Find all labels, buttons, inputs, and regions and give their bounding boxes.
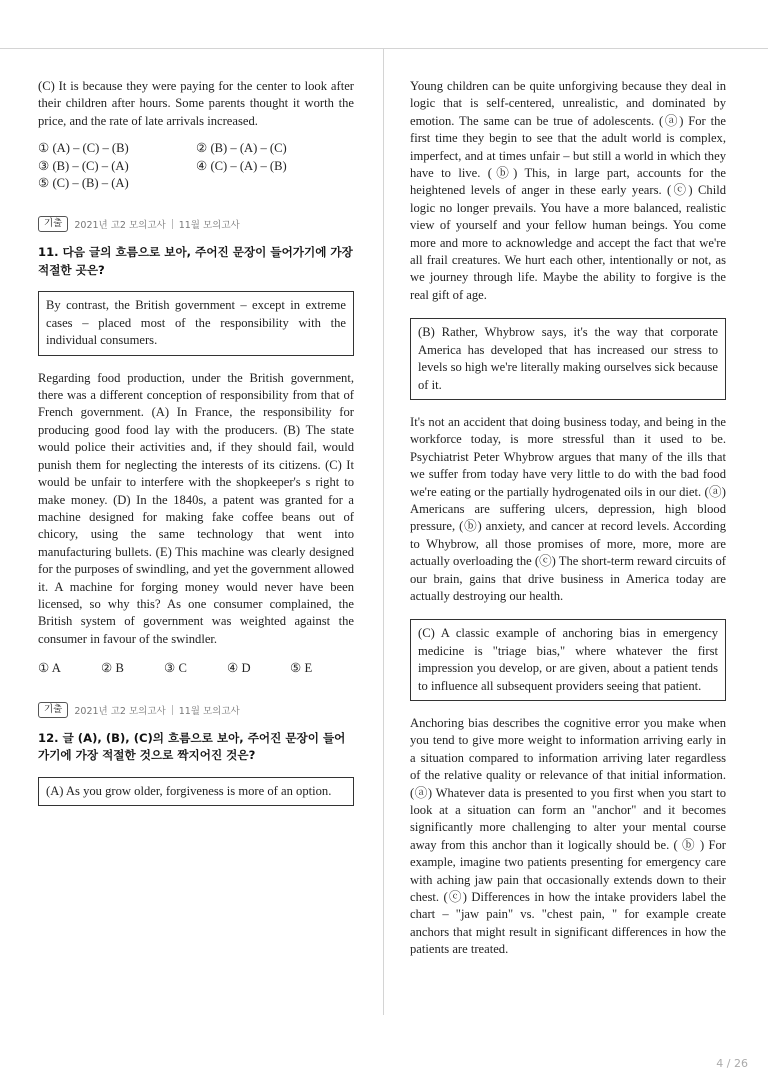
choice-4: ④ D <box>227 661 251 676</box>
given-sentence-box <box>38 291 354 355</box>
header-rule <box>0 48 768 49</box>
source-month: 11월 모의고사 <box>178 220 240 232</box>
given-sentence: By contrast, the British government – except in extreme cases – placed most of the responsibility with the individual consumers. <box>46 298 346 348</box>
given-sentence-box <box>38 777 354 806</box>
exam-tag: 기출 <box>38 702 68 718</box>
option-4: ④ (C) – (A) – (B) <box>196 158 287 173</box>
carry-over-passage: (C) It is because they were paying for the center to look after their children after hours. Some parents thought it worth the price, and the rate of late arrivals increased. <box>38 79 354 128</box>
option-1: ① (A) – (C) – (B) <box>38 141 129 156</box>
choice-3: ③ C <box>164 661 187 676</box>
question-11-passage: Regarding food production, under the British government, there was a different conception of responsibility from that of French government. (A) In France, the responsibility for producing good food lay with the producers. (B) The state would police their activities and, if they should fail, would punish them for neglecting the interests of its citizens. (C) It would be unfair to interfere with the shopkeeper's s right to make money. (D) In the 1840s, a patent was granted for a machine designed for making fake coffee beans out of chicory, using the same technology that went into manufacturing bullets. (E) This machine was clearly designed for the purposes of swindling, and yet the government allowed it. A machine for forging money would never have been licensed, so why this? As one consumer complained, the British system of government was weighted against the consumer in favour of the swindler. <box>38 370 354 646</box>
passage-a: Young children can be quite unforgiving because they deal in logic that is self-centered, unrealistic, and dominated by emotion. The same can be true of adolescents. (ⓐ) For the first time they begin to see that the adult world is complex, imperfect, and at times unfair – but still a world in which they have to live. (ⓑ) This, in large part, accounts for the heightened levels of anger in these early years. (ⓒ) Child logic no longer prevails. You have a more balanced, realistic view of yourself and your fellow human beings. You come more and more to acknowledge and accept the fact that we're all frail creatures. We hurt each other, intentionally or not, as we journey through life. Maybe the ability to forgive is the real gift of age. <box>410 79 726 302</box>
page-number: 4 / 26 <box>716 1057 748 1070</box>
given-sentence: (A) As you grow older, forgiveness is more of an option. <box>46 783 332 798</box>
choice-1: ① A <box>38 661 61 676</box>
given-sentence-box-c <box>410 619 726 701</box>
source-month: 11월 모의고사 <box>178 705 240 717</box>
column-divider <box>383 49 384 1015</box>
exam-tag: 기출 <box>38 216 68 232</box>
passage-b: It's not an accident that doing business today, and being in the workforce today, is more stressful than it used to be. Psychiatrist Peter Whybrow argues that many of the ills that we suffer from today have very little to do with the bad food we're eating or the partially hydrogenated oils in our diet. (ⓐ) Americans are suffering ulcers, depression, high blood pressure, (ⓑ) anxiety, and cancer at record levels. According to Whybrow, all those promises of more, more, more are actually overloading the (ⓒ) The short-term reward circuits of our brain, gains that drive business in America today are actually destroying our health. <box>410 414 726 603</box>
passage-c: Anchoring bias describes the cognitive error you make when you tend to give more weight to information arriving early in a situation compared to information arriving later regardless of the relative quality or relevance of that initial information. (ⓐ) Whatever data is presented to you first when you start to look at a situation can form an "anchor" and it becomes significantly more challenging to alter your mental course away from this anchor than it logically should be. ( ⓑ ) For example, imagine two patients presenting for emergency care with aching jaw pain that occasionally extends down to their chest. (ⓒ) Differences in how the intake providers label the chart – "jaw pain" vs. "chest pain, " for example create anchors that might result in significant differences in how the patients are treated. <box>410 716 726 957</box>
q11-source-line <box>38 216 354 232</box>
choice-2: ② B <box>101 661 124 676</box>
source-exam: 2021년 고2 모의고사 <box>74 705 166 717</box>
source-exam: 2021년 고2 모의고사 <box>74 220 166 232</box>
given-sentence-c: (C) A classic example of anchoring bias in emergency medicine is "triage bias," where whatever the first impression you develop, or are given, about a patient tends to influence all subsequent providers seeing that patient. <box>418 626 718 693</box>
choice-5: ⑤ E <box>290 661 313 676</box>
question-11-title: 11. 다음 글의 흐름으로 보아, 주어진 문장이 들어가기에 가장 적절한 곳은? <box>38 245 353 277</box>
option-5: ⑤ (C) – (B) – (A) <box>38 176 129 191</box>
option-2: ② (B) – (A) – (C) <box>196 141 287 156</box>
left-column <box>38 78 354 820</box>
given-sentence-b: (B) Rather, Whybrow says, it's the way that corporate America has developed that has increased our stress to levels so high we're literally making ourselves sick because of it. <box>418 325 718 392</box>
separator <box>172 705 173 715</box>
previous-answer-options <box>38 140 354 192</box>
question-12-title: 12. 글 (A), (B), (C)의 흐름으로 보아, 주어진 문장이 들어가기에 가장 적절한 것으로 짝지어진 것은? <box>38 730 346 763</box>
option-3: ③ (B) – (C) – (A) <box>38 158 129 173</box>
q12-source-line <box>38 702 354 718</box>
question-11-choices <box>38 660 354 677</box>
right-column <box>410 78 726 959</box>
separator <box>172 219 173 229</box>
given-sentence-box-b <box>410 318 726 400</box>
